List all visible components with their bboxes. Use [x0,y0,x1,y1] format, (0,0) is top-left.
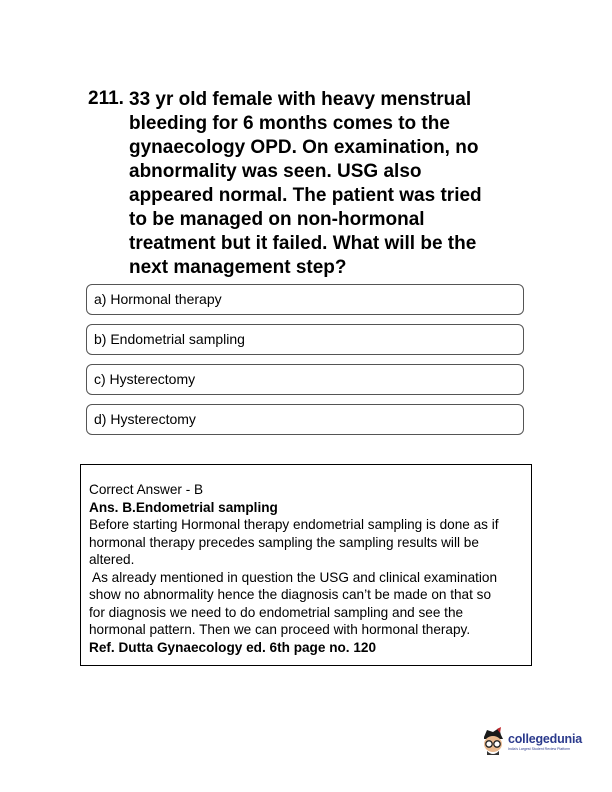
option-a[interactable]: a) Hormonal therapy [86,284,524,315]
question-number: 211. [88,88,124,109]
answer-box [80,464,532,666]
question-line: abnormality was seen. USG also [129,161,422,182]
explanation-line: Before starting Hormonal therapy endometrial sampling is done as if [89,517,499,532]
question-line: bleeding for 6 months comes to the [129,113,450,134]
question-line: gynaecology OPD. On examination, no [129,137,479,158]
option-b[interactable]: b) Endometrial sampling [86,324,524,355]
correct-answer: Correct Answer - B [89,482,204,497]
question-text [129,88,482,280]
question-line: treatment but it failed. What will be the [129,233,477,254]
question-line: to be managed on non-hormonal [129,209,425,230]
answer-title: Ans. B.Endometrial sampling [89,499,278,515]
collegedunia-logo [481,727,582,755]
explanation-line: for diagnosis we need to do endometrial sampling and see the [89,604,464,620]
explanation-line: hormonal therapy precedes sampling the sampling results will be [89,534,479,550]
explanation-line: altered. [89,552,135,567]
question-line: next management step? [129,257,347,278]
explanation-line: hormonal pattern. Then we can proceed with hormonal therapy. [89,622,471,637]
option-c[interactable]: c) Hysterectomy [86,364,524,395]
question-line: appeared normal. The patient was tried [129,185,482,206]
logo-brand: collegedunia [508,731,583,746]
explanation-line: As already mentioned in question the USG and clinical examination [89,569,498,585]
logo-tagline: India's Largest Student Review Platform [508,746,571,751]
mascot-icon [481,727,505,755]
reference: Ref. Dutta Gynaecology ed. 6th page no. 120 [89,639,377,655]
option-d[interactable]: d) Hysterectomy [86,404,524,435]
explanation-line: show no abnormality hence the diagnosis can’t be made on that so [89,587,492,602]
question-line: 33 yr old female with heavy menstrual [129,89,472,110]
